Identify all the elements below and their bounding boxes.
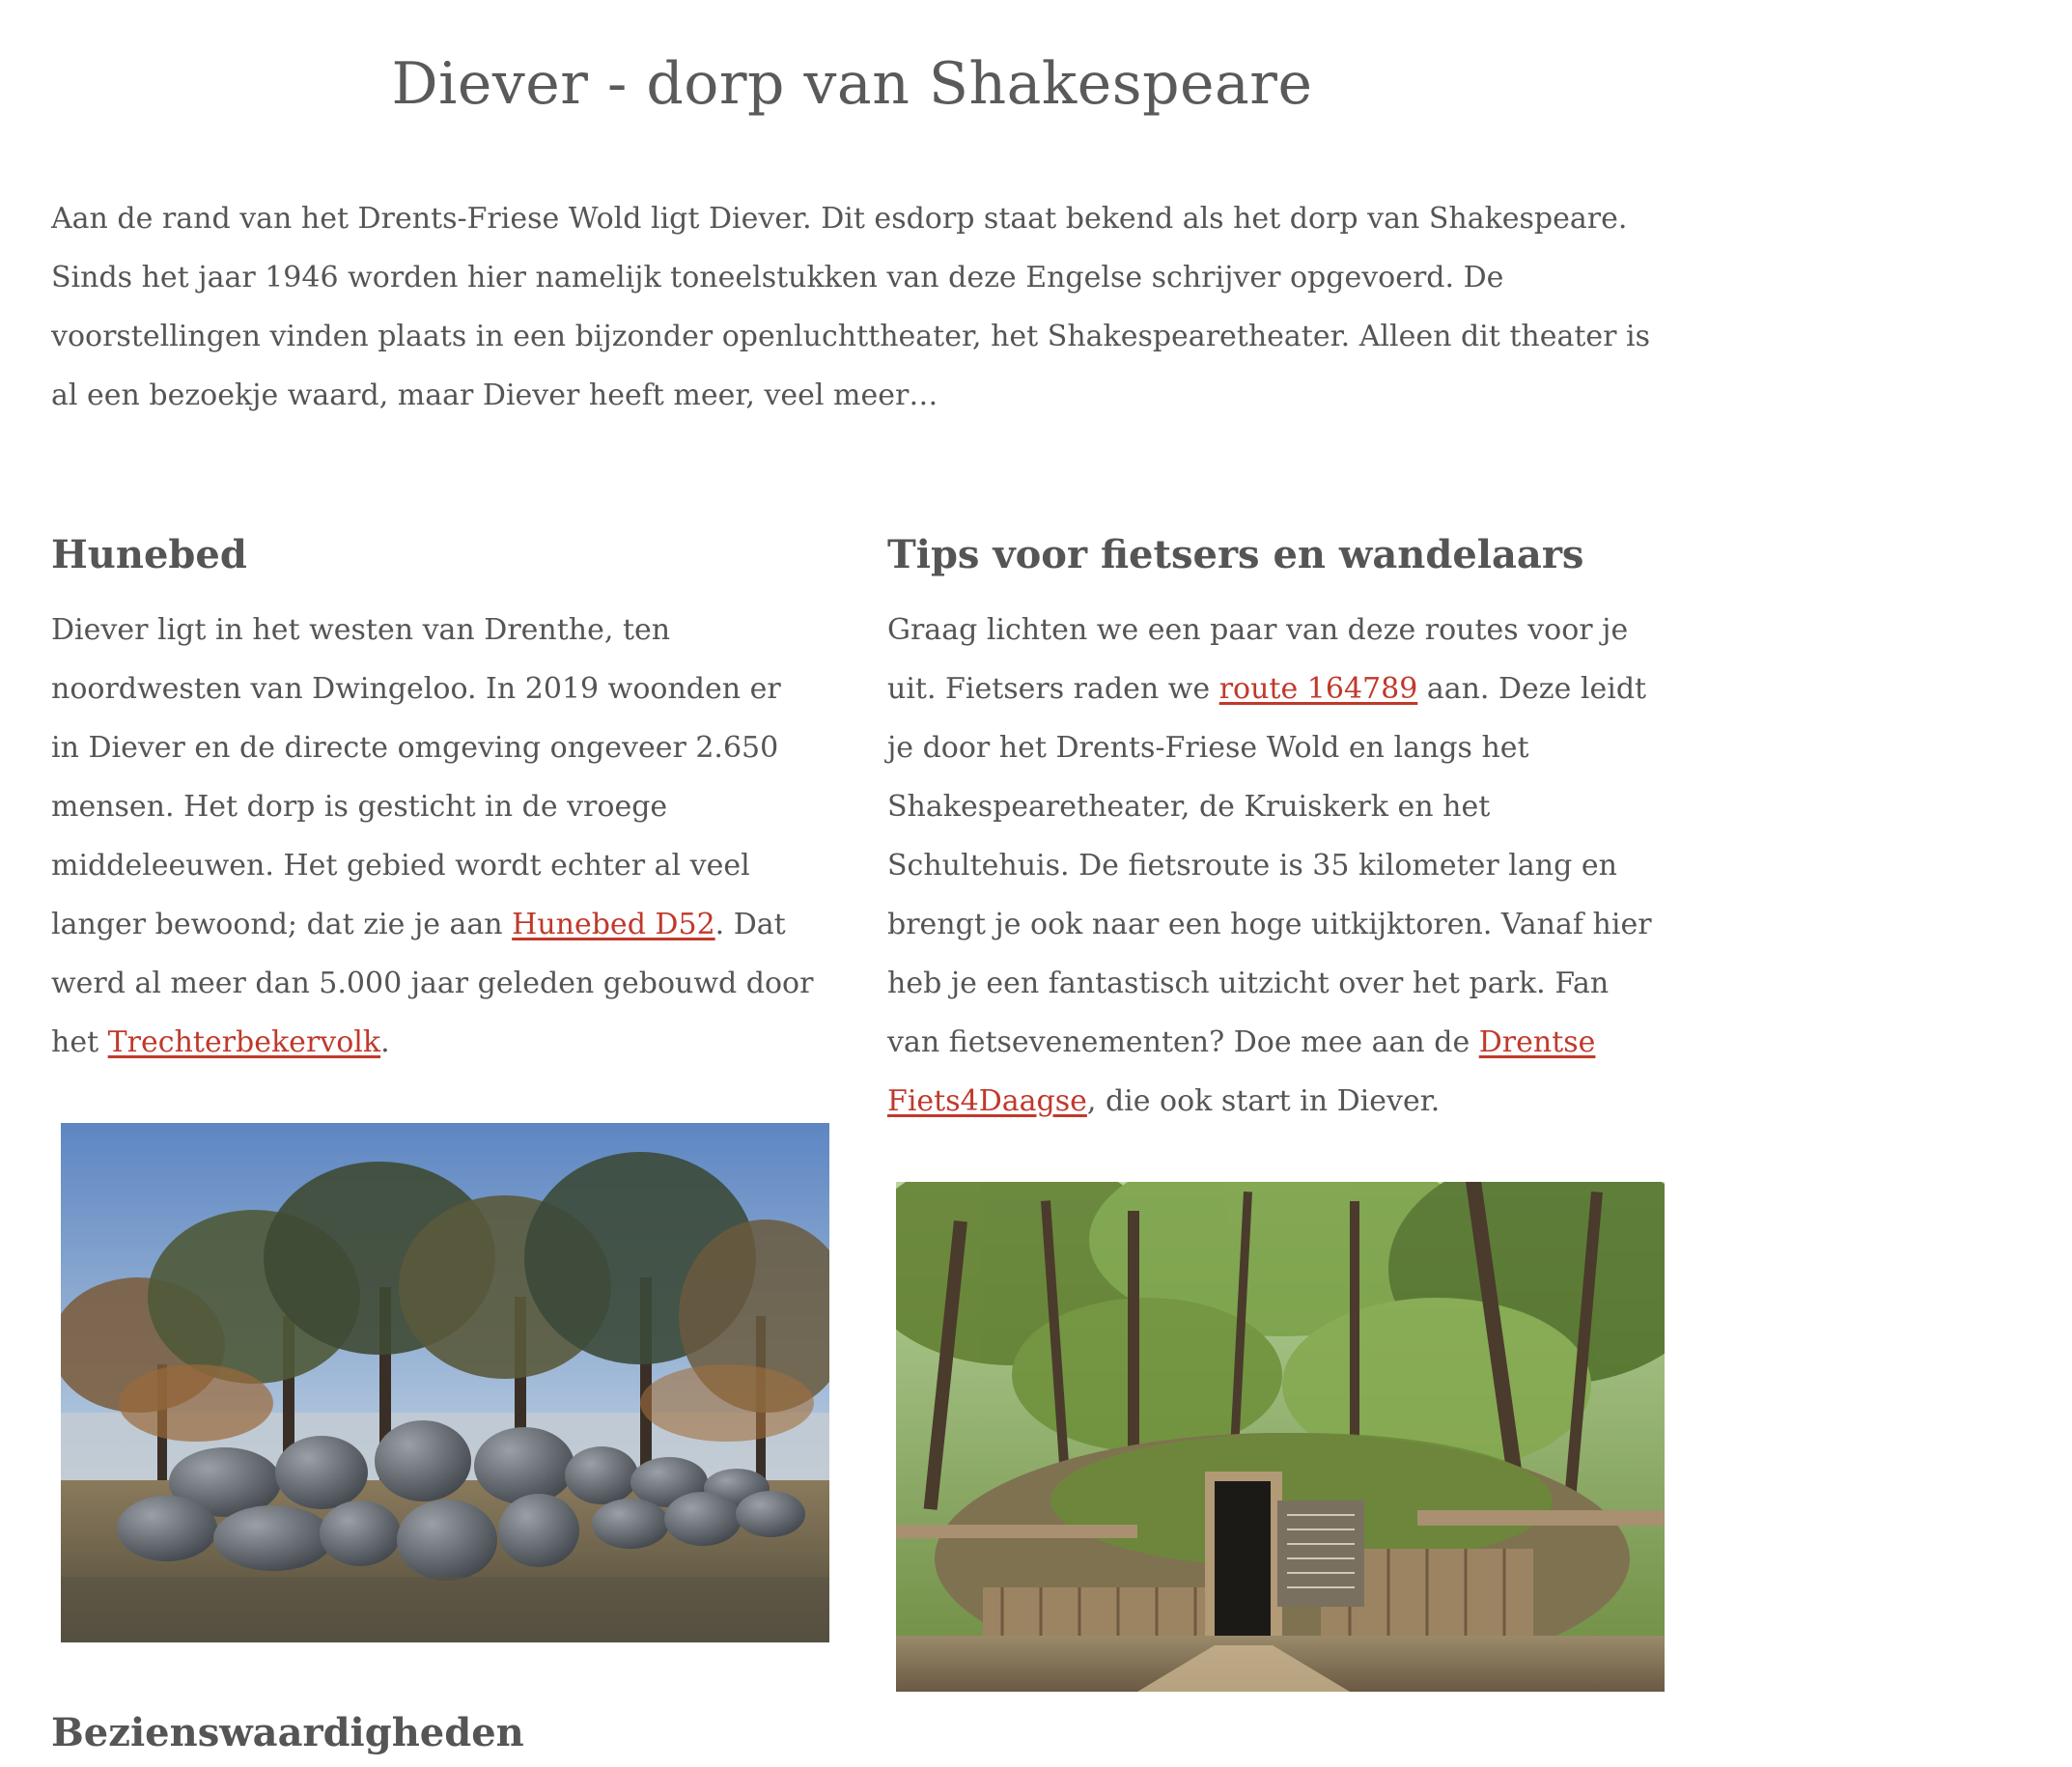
tips-heading: Tips voor fietsers en wandelaars <box>887 532 1584 577</box>
hunebed-d52-link[interactable]: Hunebed D52 <box>512 908 715 941</box>
hunebed-text-3: . <box>380 1025 390 1059</box>
hunebed-heading: Hunebed <box>51 532 247 577</box>
hunebed-section <box>51 521 833 1072</box>
tips-section <box>887 521 1669 1131</box>
tips-text-2: aan. Deze leidt je door het Drents-Friese Wold en langs het Shakespearetheater, de Kruiskerk en het Schultehuis. De fietsroute is 35 kilometer lang en brengt je ook naar een hoge uitkijktoren. Vanaf hier heb je een fantastisch uitzicht over het park. Fan van fietsevenementen? Doe mee aan de <box>887 672 1652 1059</box>
hunebed-photo <box>61 1123 829 1642</box>
hunebed-paragraph <box>51 601 814 1072</box>
tips-text-1: Graag lichten we een paar van deze routes voor je uit. Fietsers raden we <box>887 613 1629 706</box>
trechterbekervolk-link[interactable]: Trechterbekervolk <box>107 1025 381 1059</box>
forest-bunker-photo <box>896 1182 1665 1692</box>
next-section-heading: Bezienswaardigheden <box>51 1710 524 1755</box>
hunebed-text-2: . Dat werd al meer dan 5.000 jaar geleden gebouwd door het <box>51 908 814 1059</box>
page-title: Diever - dorp van Shakespeare <box>391 50 1313 118</box>
tips-paragraph <box>887 601 1660 1131</box>
hunebed-text-1: Diever ligt in het westen van Drenthe, ten noordwesten van Dwingeloo. In 2019 woonden er in Diever en de directe omgeving ongeveer 2.650 mensen. Het dorp is gesticht in de vroege middeleeuwen. Het gebied wordt echter al veel langer bewoond; dat zie je aan <box>51 613 781 941</box>
intro-paragraph: Aan de rand van het Drents-Friese Wold ligt Diever. Dit esdorp staat bekend als het dorp van Shakespeare. Sinds het jaar 1946 worden hier namelijk toneelstukken van deze Engelse schrijver opgevoerd. De voorstellingen vinden plaats in een bijzonder openluchttheater, het Shakespearetheater. Alleen dit theater is al een bezoekje waard, maar Diever heeft meer, veel meer… <box>51 202 1651 412</box>
drentse-fiets4daagse-link[interactable]: Drentse Fiets4Daagse <box>887 1025 1596 1118</box>
tips-text-3: , die ook start in Diever. <box>1086 1084 1441 1118</box>
route-164789-link[interactable]: route 164789 <box>1218 672 1418 706</box>
